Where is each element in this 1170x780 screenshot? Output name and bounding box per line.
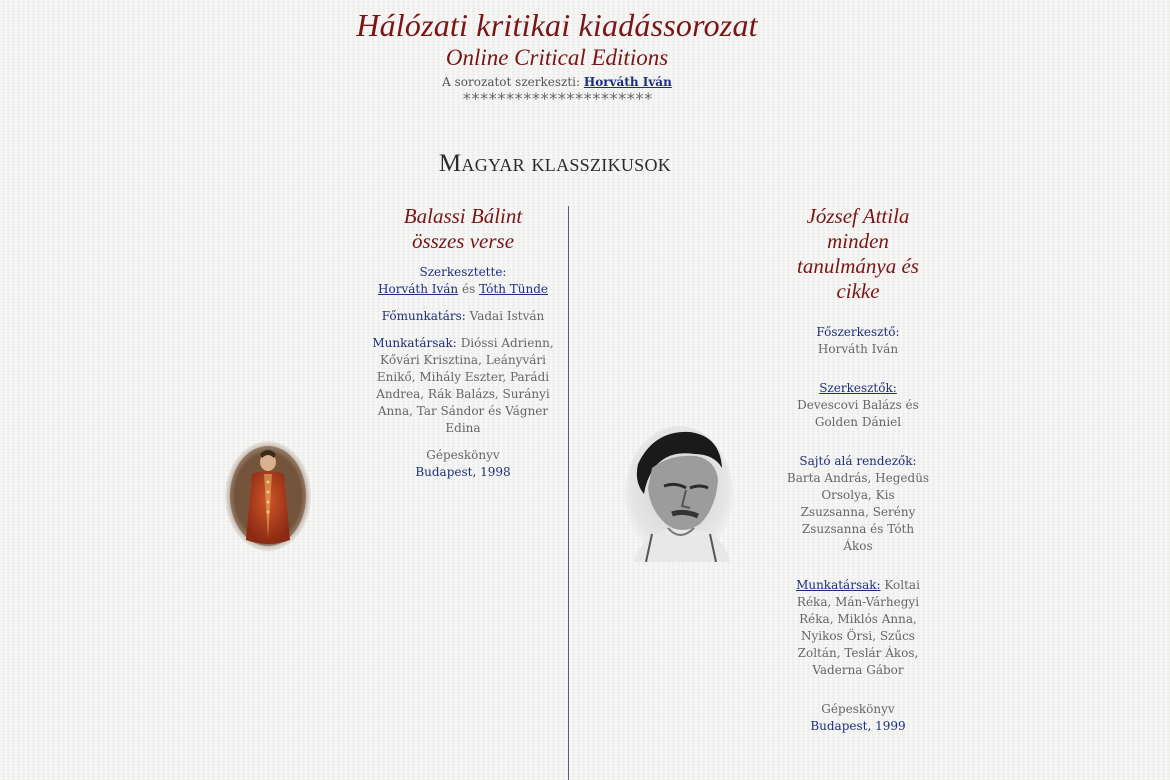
jozsef-prep [786,453,930,555]
jozsef-chief-editor [786,324,930,358]
series-editor-line [0,74,1114,90]
star-separator: ********************** [462,89,652,108]
chief-editor-name: Horváth Iván [817,342,899,356]
editors-link[interactable]: Szerkesztők: [819,381,897,395]
jozsef-book-title[interactable] [786,204,930,304]
jozsef-editors [786,380,930,431]
column-divider [568,206,569,780]
place-year: Budapest, 1998 [415,465,511,479]
jozsef-title-line3: tanulmánya és [797,254,919,278]
series-subtitle: Online Critical Editions [445,45,669,70]
prep-label: Sajtó alá rendezők: [799,454,917,468]
balassi-portrait[interactable] [224,440,312,552]
balassi-imprint [372,447,554,481]
chief-collab-label: Főmunkatárs: [381,309,466,323]
jozsef-title-line2: minden [827,229,889,253]
balassi-column [372,204,554,491]
jozsef-imprint [786,701,930,735]
balassi-editors [372,264,554,298]
editor-link-toth[interactable]: Tóth Tünde [479,282,548,296]
place-year: Budapest, 1999 [810,719,906,733]
balassi-book-title[interactable] [372,204,554,254]
collabs-label: Munkatársak: [372,336,457,350]
prep-names: Barta András, Hegedüs Orsolya, Kis Zsuzsanna, Serény Zsuzsanna és Tóth Ákos [786,471,930,553]
collabs-names: Dióssi Adrienn, Kővári Krisztina, Leányvári Enikő, Mihály Eszter, Parádi Andrea, Rák Balázs, Surányi Anna, Tar Sándor és Vágner Edina [376,336,554,435]
series-editor-prefix: A sorozatot szerkeszti: [442,75,581,89]
jozsef-title-line4: cikke [836,279,880,303]
publisher: Gépeskönyv [426,448,500,462]
series-title: Hálózati kritikai kiadássorozat [356,7,758,43]
jozsef-attila-portrait[interactable] [624,424,734,562]
jozsef-collaborators [786,577,930,679]
series-editor-link[interactable]: Horváth Iván [583,75,672,89]
edited-by-label: Szerkesztette: [419,265,507,279]
balassi-chief-collaborator [372,308,554,325]
chief-collab-name: Vadai István [469,309,545,323]
and-text: és [461,282,476,296]
section-heading: Magyar klasszikusok [438,150,672,177]
jozsef-column [786,204,930,745]
publisher: Gépeskönyv [821,702,895,716]
balassi-collaborators [372,335,554,437]
page-header [0,6,1114,108]
collabs-label: Munkatársak: [796,578,881,592]
balassi-title-line1: Balassi Bálint [403,204,523,228]
editors-names: Devescovi Balázs és Golden Dániel [797,398,919,429]
chief-editor-label: Főszerkesztő: [816,325,900,339]
jozsef-title-line1: József Attila [806,204,910,228]
balassi-title-line2: összes verse [411,229,515,253]
editor-link-horvath[interactable]: Horváth Iván [378,282,459,296]
collabs-names: Koltai Réka, Mán-Várhegyi Réka, Miklós Anna, Nyikos Örsi, Szűcs Zoltán, Teslár Ákos, Vaderna Gábor [796,578,920,677]
